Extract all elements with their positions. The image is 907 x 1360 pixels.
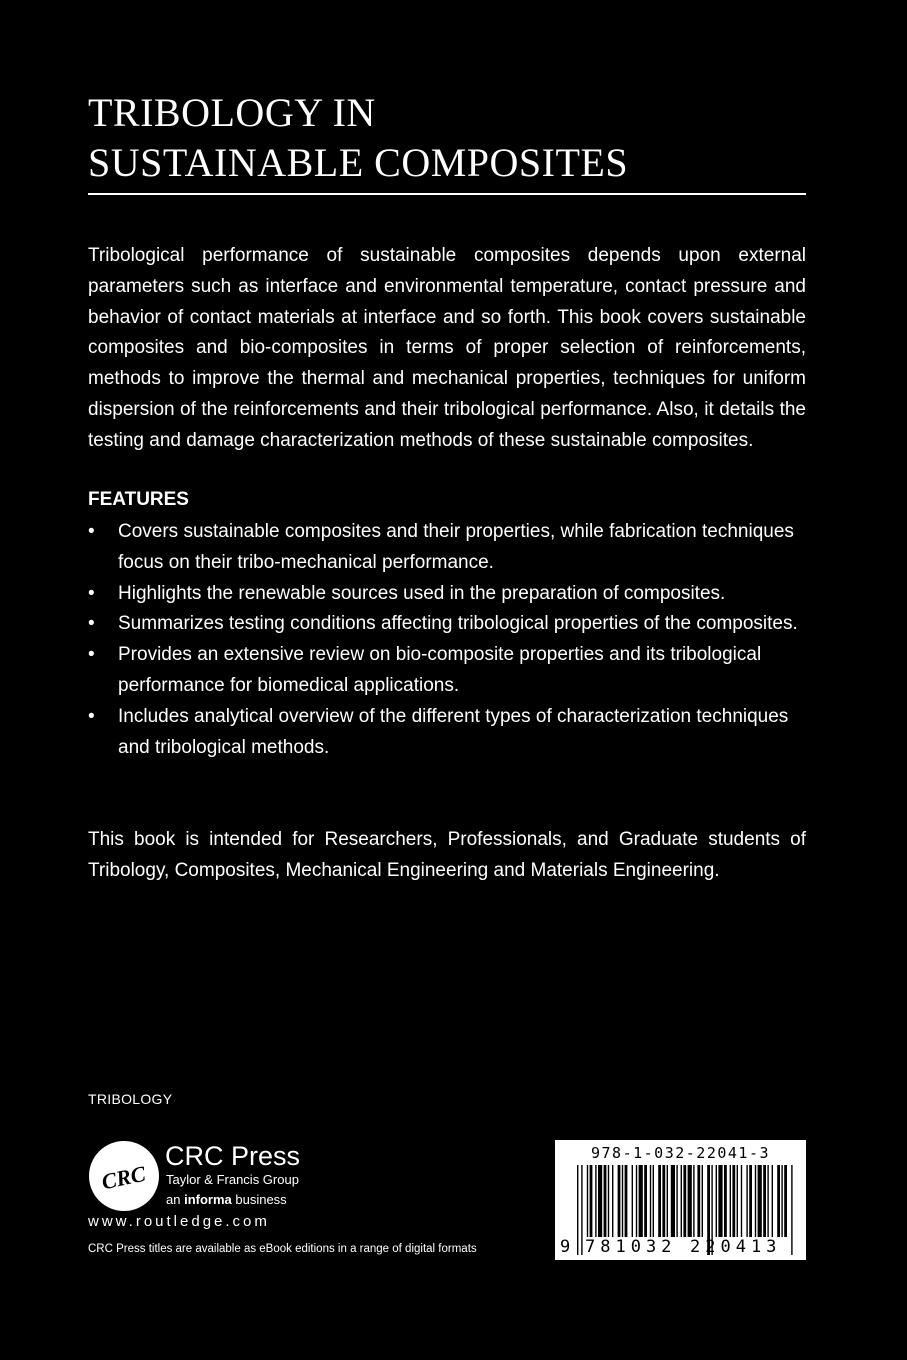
barcode-bar <box>658 1165 661 1237</box>
title-divider <box>88 193 806 195</box>
barcode-bar <box>622 1165 623 1237</box>
barcode-bar <box>650 1165 651 1237</box>
feature-item <box>88 579 806 610</box>
barcode-bar <box>590 1165 593 1237</box>
barcode-bar <box>716 1165 717 1237</box>
features-list <box>88 517 806 763</box>
barcode-right-digits: 220413 <box>690 1237 782 1257</box>
barcode-bar <box>777 1165 780 1237</box>
barcode-bar <box>671 1165 675 1237</box>
barcode-bar <box>577 1165 578 1255</box>
barcode-bar <box>625 1165 628 1237</box>
barcode-bar <box>693 1165 694 1237</box>
feature-item <box>88 702 806 764</box>
barcode-bar <box>581 1165 582 1255</box>
bullet-icon: • <box>88 521 95 542</box>
feature-text: Includes analytical overview of the different types of characterization techniques and tribological methods. <box>118 705 789 758</box>
barcode-bar <box>681 1165 682 1237</box>
barcode-bar <box>732 1165 735 1237</box>
crc-logo-icon <box>88 1140 160 1212</box>
barcode-bar <box>667 1165 668 1237</box>
publisher-tagline <box>166 1192 287 1208</box>
barcode-bar <box>758 1165 762 1237</box>
barcode-bar <box>718 1165 722 1237</box>
barcode-lead-digit: 9 <box>560 1237 571 1257</box>
barcode-bar <box>644 1165 647 1237</box>
barcode-bar <box>784 1165 787 1237</box>
barcode-bar <box>636 1165 637 1237</box>
book-description: Tribological performance of sustainable composites depends upon external parameters such as interface and environmental temperature, contact pressure and behavior of contact materials at interface and so forth. This book covers sustainable composites and bio-composites in terms of proper selection of reinforcements, methods to improve the thermal and mechanical properties, techniques for uniform dispersion of the reinforcements and their tribological performance. Also, it details the testing and damage characterization methods of these sustainable composites. <box>88 245 806 451</box>
feature-item <box>88 609 806 640</box>
book-title-line-2: SUSTAINABLE COMPOSITES <box>88 140 629 185</box>
audience-statement: This book is intended for Researchers, Professionals, and Graduate students of Tribology, Composites, Mechanical Engineering and Materials Engineering. <box>88 829 806 881</box>
barcode-bar <box>772 1165 773 1237</box>
barcode-bar <box>724 1165 727 1237</box>
barcode-left-digits: 781032 <box>585 1237 677 1257</box>
publisher-group: Taylor & Francis Group <box>166 1172 299 1187</box>
barcode-bar <box>683 1165 686 1237</box>
barcode-bar <box>618 1165 621 1237</box>
book-title <box>88 88 808 188</box>
barcode-bar <box>730 1165 731 1237</box>
barcode-bar <box>791 1165 792 1255</box>
publisher-name: CRC Press <box>165 1141 301 1171</box>
barcode-bar <box>746 1165 747 1237</box>
barcode-bar <box>587 1165 588 1237</box>
tagline-brand: informa <box>184 1192 232 1207</box>
barcode-bar <box>612 1165 613 1237</box>
feature-item <box>88 640 806 702</box>
tagline-suffix: business <box>231 1192 287 1207</box>
tagline-prefix: an <box>166 1192 185 1207</box>
barcode-bar <box>763 1165 766 1237</box>
feature-text: Summarizes testing conditions affecting tribological properties of the composites. <box>118 613 798 635</box>
barcode-bar <box>662 1165 665 1237</box>
barcode-bar <box>604 1165 607 1237</box>
barcode-bar <box>653 1165 654 1237</box>
barcode-bar <box>741 1165 742 1237</box>
barcode-bar <box>608 1165 609 1237</box>
barcode-bar <box>598 1165 602 1237</box>
barcode-bar <box>749 1165 752 1237</box>
barcode-bar <box>737 1165 738 1237</box>
book-title-line-1: TRIBOLOGY IN <box>88 90 376 135</box>
feature-text: Covers sustainable composites and their properties, while fabrication techniques focus on their tribo-mechanical performance. <box>118 521 794 573</box>
bullet-icon: • <box>88 644 95 666</box>
subject-category: TRIBOLOGY <box>88 1091 173 1107</box>
barcode-bar <box>639 1165 643 1237</box>
barcode-bar <box>676 1165 677 1237</box>
isbn-barcode <box>555 1140 806 1260</box>
feature-item <box>88 517 806 579</box>
barcode-bar <box>755 1165 756 1237</box>
features-heading: FEATURES <box>88 489 189 510</box>
barcode-bar <box>632 1165 633 1237</box>
crc-logo-text: CRC <box>99 1160 148 1195</box>
isbn-number: 978-1-032-22041-3 <box>590 1144 771 1162</box>
feature-text: Provides an extensive review on bio-composite properties and its tribological performance for biomedical applications. <box>118 644 762 696</box>
barcode-bar <box>595 1165 596 1237</box>
barcode-bar <box>688 1165 692 1237</box>
bullet-icon: • <box>88 613 95 635</box>
barcode-bar <box>702 1165 703 1237</box>
feature-text: Highlights the renewable sources used in the preparation of composites. <box>118 582 726 604</box>
barcode-bar <box>767 1165 768 1237</box>
bullet-icon: • <box>88 705 95 727</box>
barcode-bar <box>781 1165 782 1237</box>
publisher-website: www.routledge.com <box>88 1213 270 1230</box>
barcode-bar <box>697 1165 700 1237</box>
ebook-note: CRC Press titles are available as eBook editions in a range of digital formats <box>88 1243 477 1255</box>
bullet-icon: • <box>88 582 95 604</box>
